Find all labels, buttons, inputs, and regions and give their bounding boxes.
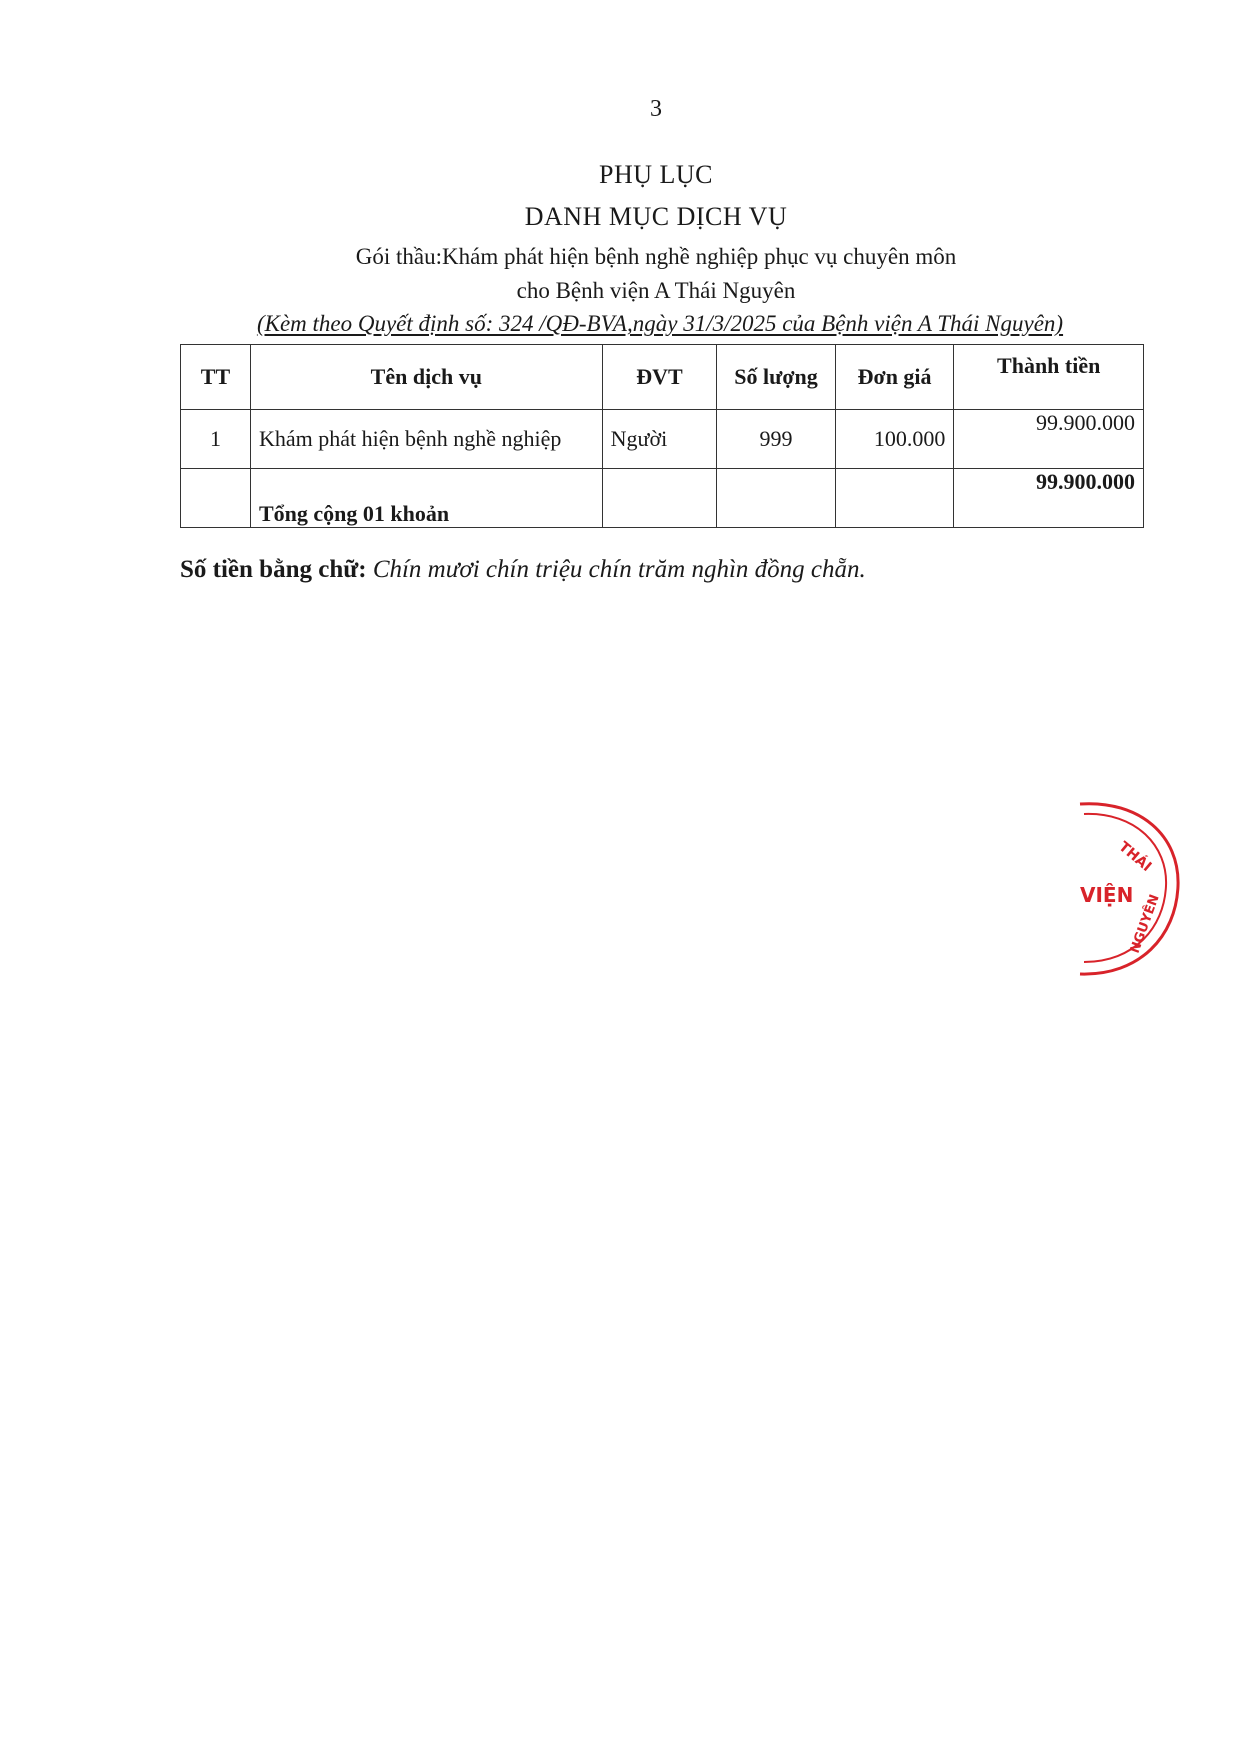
total-empty-unit xyxy=(602,469,717,528)
service-table xyxy=(180,344,1144,528)
seal-text-top: THÁI xyxy=(1115,838,1155,876)
amount-in-words-value: Chín mươi chín triệu chín trăm nghìn đồng chẵn. xyxy=(372,556,866,583)
header-tt: TT xyxy=(181,345,251,410)
row-unit-price: 100.000 xyxy=(835,410,954,469)
page-number: 3 xyxy=(650,96,662,122)
attachment-note: (Kèm theo Quyết định số: 324 /QĐ-BVA,ngày 31/3/2025 của Bệnh viện A Thái Nguyên) xyxy=(256,311,1064,336)
total-empty-price xyxy=(835,469,954,528)
seal-text-side: NGUYÊN xyxy=(1127,892,1163,956)
hospital-seal xyxy=(1040,786,1220,986)
row-quantity: 999 xyxy=(717,410,836,469)
header-unit: ĐVT xyxy=(602,345,717,410)
total-amount: 99.900.000 xyxy=(954,469,1144,528)
row-tt: 1 xyxy=(181,410,251,469)
total-empty-quantity xyxy=(717,469,836,528)
header-quantity: Số lượng xyxy=(717,345,836,410)
total-row xyxy=(181,469,1144,528)
header-unit-price: Đơn giá xyxy=(835,345,954,410)
row-unit: Người xyxy=(602,410,717,469)
row-service-name: Khám phát hiện bệnh nghề nghiệp xyxy=(250,410,602,469)
amount-in-words xyxy=(180,556,866,584)
seal-icon xyxy=(1040,786,1220,986)
total-empty-tt xyxy=(181,469,251,528)
appendix-title: PHỤ LỤC xyxy=(598,160,713,189)
row-amount: 99.900.000 xyxy=(954,410,1144,469)
package-line-2: cho Bệnh viện A Thái Nguyên xyxy=(516,278,796,303)
table-header-row xyxy=(181,345,1144,410)
service-list-title: DANH MỤC DỊCH VỤ xyxy=(524,202,788,231)
header-service-name: Tên dịch vụ xyxy=(250,345,602,410)
amount-in-words-label: Số tiền bằng chữ: xyxy=(180,556,367,583)
seal-text-center: VIỆN xyxy=(1080,883,1134,907)
package-line-1: Gói thầu:Khám phát hiện bệnh nghề nghiệp phục vụ chuyên môn xyxy=(355,244,957,269)
header-amount: Thành tiền xyxy=(954,345,1144,410)
total-label: Tổng cộng 01 khoản xyxy=(250,469,602,528)
table-row xyxy=(181,410,1144,469)
